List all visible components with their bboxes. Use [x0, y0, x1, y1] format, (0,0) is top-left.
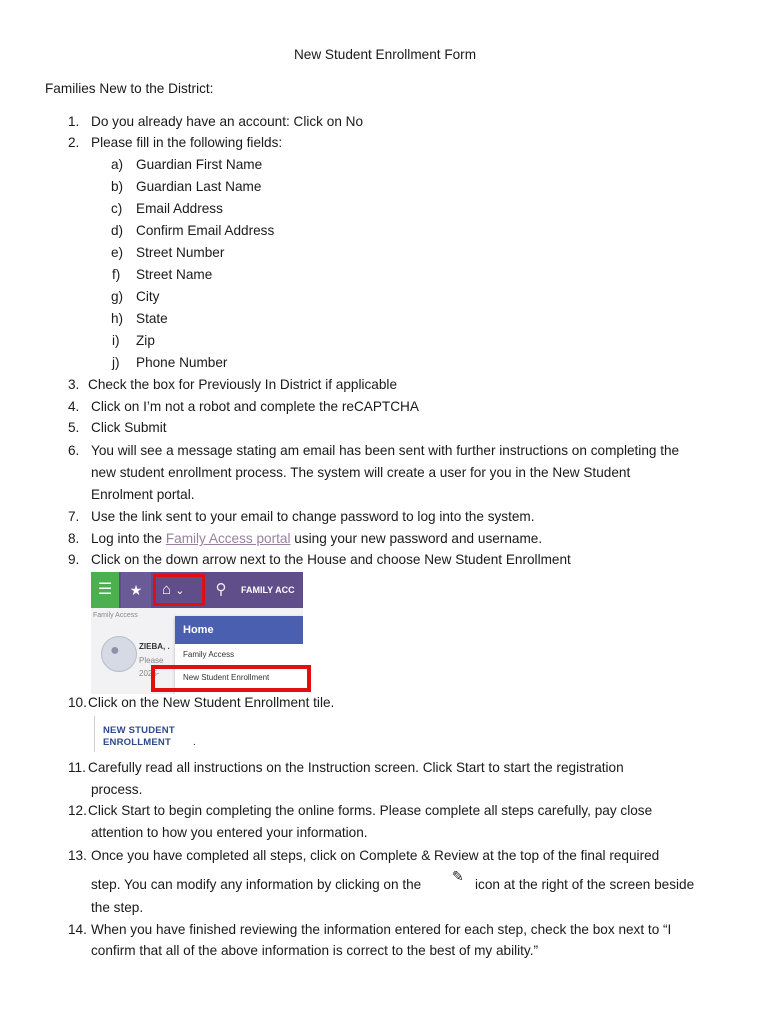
step-number: 14.	[68, 922, 87, 937]
person-icon: ●	[110, 642, 120, 659]
step-13-line2b: icon at the right of the screen beside	[475, 877, 695, 892]
step-8-post: using your new password and username.	[290, 531, 543, 546]
step-12-line1: Click Start to begin completing the online forms. Please complete all steps carefully, pay close	[88, 803, 653, 818]
step-6-line2: new student enrollment process. The system will create a user for you in the New Student	[91, 465, 631, 480]
step-5: Click Submit	[91, 420, 167, 435]
step-number: 3.	[68, 377, 80, 392]
tile-dot: .	[193, 737, 196, 748]
dropdown-header: Home	[175, 616, 303, 644]
step-2: Please fill in the following fields:	[91, 135, 283, 150]
intro-heading: Families New to the District:	[45, 81, 214, 96]
step-8	[91, 531, 542, 546]
menu-item-new-student-enrollment: New Student Enrollment	[183, 673, 270, 682]
field-letter: h)	[111, 311, 124, 326]
field-item: Guardian Last Name	[136, 179, 262, 194]
step-13-line3: the step.	[91, 900, 144, 915]
step-number: 10.	[68, 695, 87, 710]
step-6-line1: You will see a message stating am email has been sent with further instructions on completing the	[91, 443, 680, 458]
new-student-enrollment-tile	[94, 716, 205, 752]
step-number: 2.	[68, 135, 80, 150]
family-access-portal-link[interactable]: Family Access portal	[165, 531, 291, 546]
student-date: 2025-	[139, 669, 160, 678]
tile-line1: NEW STUDENT	[103, 725, 175, 736]
step-14-line2: confirm that all of the above information is correct to the best of my ability.”	[91, 943, 539, 958]
field-letter: g)	[111, 289, 124, 304]
step-11-line1: Carefully read all instructions on the Instruction screen. Click Start to start the registration	[88, 760, 624, 775]
home-icon: ⌂ ⌄	[153, 574, 205, 606]
step-7: Use the link sent to your email to change password to log into the system.	[91, 509, 535, 524]
menu-item-family-access: Family Access	[183, 650, 235, 659]
search-icon: ⚲	[215, 581, 227, 598]
field-letter: d)	[111, 223, 124, 238]
top-nav-bar	[91, 572, 303, 608]
page-title: New Student Enrollment Form	[293, 47, 477, 62]
field-item: Zip	[136, 333, 155, 348]
student-detail: Please	[139, 656, 164, 665]
step-3: Check the box for Previously In District if applicable	[88, 377, 398, 392]
step-14-line1: When you have finished reviewing the information entered for each step, check the box next to “I	[91, 922, 672, 937]
step-6-line3: Enrolment portal.	[91, 487, 195, 502]
menu-icon: ☰	[91, 572, 119, 608]
field-letter: j)	[112, 355, 120, 370]
field-item: Street Name	[136, 267, 213, 282]
step-4: Click on I’m not a robot and complete the reCAPTCHA	[91, 399, 419, 414]
field-letter: e)	[111, 245, 124, 260]
step-13-line2a: step. You can modify any information by clicking on the	[91, 877, 422, 892]
field-letter: b)	[111, 179, 124, 194]
step-number: 9.	[68, 552, 80, 567]
step-number: 6.	[68, 443, 80, 458]
step-1: Do you already have an account: Click on No	[91, 114, 364, 129]
step-number: 1.	[68, 114, 80, 129]
step-13-line1: Once you have completed all steps, click on Complete & Review at the top of the final required	[91, 848, 660, 863]
pencil-icon: ✎	[452, 868, 464, 884]
field-letter: f)	[112, 267, 121, 282]
field-item: Confirm Email Address	[136, 223, 275, 238]
field-item: Street Number	[136, 245, 225, 260]
field-item: City	[136, 289, 160, 304]
tile-line2: ENROLLMENT	[103, 737, 171, 748]
family-access-nav-label: FAMILY ACC	[241, 585, 295, 595]
field-item: Phone Number	[136, 355, 228, 370]
field-letter: c)	[111, 201, 123, 216]
step-11-line2: process.	[91, 782, 143, 797]
highlight-box	[151, 665, 311, 692]
field-letter: a)	[111, 157, 124, 172]
step-12-line2: attention to how you entered your information.	[91, 825, 368, 840]
breadcrumb: Family Access	[93, 612, 138, 619]
field-item: State	[136, 311, 168, 326]
step-number: 12.	[68, 803, 87, 818]
step-number: 4.	[68, 399, 80, 414]
step-9: Click on the down arrow next to the House and choose New Student Enrollment	[91, 552, 571, 567]
step-number: 7.	[68, 509, 80, 524]
star-icon: ★	[121, 572, 151, 608]
step-number: 5.	[68, 420, 80, 435]
step-number: 11.	[68, 760, 86, 775]
student-name: ZIEBA, .	[139, 642, 170, 651]
step-10: Click on the New Student Enrollment tile.	[88, 695, 335, 710]
chevron-down-icon: ⌄	[175, 585, 185, 597]
field-letter: i)	[112, 333, 120, 348]
field-item: Guardian First Name	[136, 157, 263, 172]
avatar	[101, 636, 137, 672]
step-number: 13.	[68, 848, 87, 863]
field-item: Email Address	[136, 201, 223, 216]
step-number: 8.	[68, 531, 80, 546]
step-8-pre: Log into the	[91, 531, 166, 546]
